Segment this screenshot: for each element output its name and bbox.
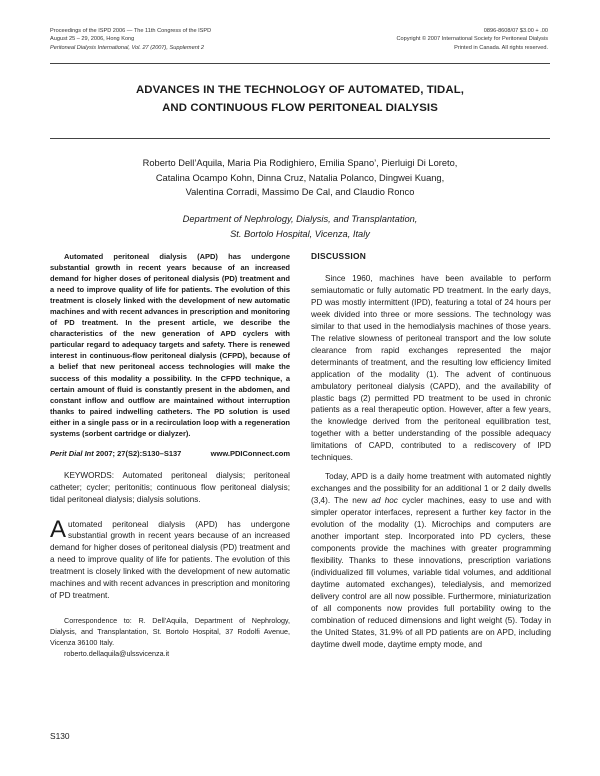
journal-issue: Peritoneal Dialysis International, Vol. 27 (2007), Supplement 2 xyxy=(50,44,205,51)
right-column xyxy=(311,251,551,651)
running-header-left xyxy=(50,27,310,52)
authors-line-2: Catalina Ocampo Kohn, Dinna Cruz, Natalia Polanco, Dingwei Kuang, xyxy=(155,172,445,183)
correspondence-note xyxy=(50,616,290,660)
author-list xyxy=(50,156,550,200)
citation-details: 2007; 27(S2):S130–S137 xyxy=(95,448,182,458)
paragraph-2-text-b: cycler machines, easy to use and with simpler operator interfaces, represent a further key factor in the evolution of the modality (1). Microchips and computers are another important step. Incorporated into PD cyclers, these components provide the machines with greater programming flexibility. Thanks to these innovations, prescription variations (individualized fill volumes, variable tidal volumes, and additional daytime automated exchanges), teledialysis, and memorized delivery control are all now possible. Furthermore, miniaturization of all components now provides full portability owing to the combination of reduced dimensions and light weight (5). Today in the United States, 31.9% of all PD patients are on APD, including daytime dwell mode, daytime empty mode, and xyxy=(311,496,551,649)
citation-journal: Perit Dial Int xyxy=(50,448,94,458)
page-number: S130 xyxy=(50,731,70,741)
title-divider xyxy=(50,138,550,139)
affiliation xyxy=(50,212,550,241)
affiliation-line-1: Department of Nephrology, Dialysis, and Transplantation, xyxy=(182,214,418,224)
issn-price: 0896-8608/07 $3.00 + .00 xyxy=(483,28,548,34)
correspondence-email-link[interactable]: roberto.dellaquila@ulssvicenza.it xyxy=(64,648,170,658)
journal-website-link[interactable]: www.PDIConnect.com xyxy=(210,448,290,458)
left-column xyxy=(50,251,290,667)
header-divider xyxy=(50,63,550,64)
running-header-right xyxy=(308,27,548,52)
affiliation-line-2: St. Bortolo Hospital, Vicenza, Italy xyxy=(230,228,370,239)
citation-line xyxy=(50,448,290,459)
conference-line: Proceedings of the ISPD 2006 — The 11th Congress of the ISPD xyxy=(50,28,212,34)
drop-cap: A xyxy=(50,515,67,543)
discussion-paragraph-1: Since 1960, machines have been available to perform semiautomatic or fully automatic PD treatment. In the early days, PD was mostly intermittent (IPD), featuring a total of 24 hours per week divided into three or more sessions. The technology was similar to that used in the hemodialysis machines of those years. The relative slowness of peritoneal transport and the low solute clearance from rapid exchanges represented the major determinants of treatment, and the resulting low efficiency limited application of the modality (1). The advent of continuous ambulatory peritoneal dialysis (CAPD), and the availability of plastic bags (2) permitted PD treatment to be used in chronic patients as a real therapeutic option. However, after a few years, the knowledge derived from the peritoneal equilibration test, together with a better understanding of the possible adequacy limitations of CAPD, contributed to a rediscovery of IPD techniques. xyxy=(311,274,551,463)
article-title xyxy=(50,81,550,117)
correspondence-text: Correspondence to: R. Dell’Aquila, Department of Nephrology, Dialysis, and Transplantation, St. Bortolo Hospital, 37 Rodolfi Avenue, Vicenza 36100 Italy. xyxy=(50,616,290,647)
discussion-heading: DISCUSSION xyxy=(311,251,367,261)
introduction-paragraph xyxy=(50,515,290,603)
discussion-paragraph-2 xyxy=(311,471,551,650)
abstract: Automated peritoneal dialysis (APD) has undergone substantial growth in recent years because of an increased demand for higher doses of peritoneal dialysis (PD) treatment and a need to improve quality of life for patients. The evolution of this treatment is closely linked with the development of new automatic machines and with recent advances in prescription and monitoring of PD treatment. In the present article, we describe the characteristics of the new generation of APD cyclers with particular regard to adequacy targets and safety. There is renewed interest in continuous-flow peritoneal dialysis (CFPD), because of a belief that new peritoneal access technologies will make the success of this modality a possibility. In the CFPD technique, a certain amount of fluid is constantly present in the abdomen, and constant inflow and outflow are maintained without interruption thanks to paired indwelling catheters. The PD solution is used either in a single pass or in a recirculation loop with a regeneration systems (sorbent cartridge or dialyzer). xyxy=(50,252,290,438)
introduction-text: utomated peritoneal dialysis (APD) has undergone substantial growth in recent years because of an increased demand for higher doses of peritoneal dialysis (PD) treatment and a need to improve quality of life for patients. The evolution of this treatment is closely linked with the development of new automatic machines and with recent advances in prescription and monitoring of PD treatment. xyxy=(50,519,290,601)
paragraph-2-text-a: Today, APD is a daily home treatment with automated nightly exchanges and the possibility for an additional 1 or 2 daily dwells (3,4). The new xyxy=(311,472,551,506)
paragraph-2-italic: ad hoc xyxy=(371,496,398,506)
keywords: KEYWORDS: Automated peritoneal dialysis; peritoneal catheter; cycler; peritonitis; continuous flow peritoneal dialysis; tidal peritoneal dialysis; dialysis solutions. xyxy=(50,470,290,504)
copyright-line: Copyright © 2007 International Society for Peritoneal Dialysis xyxy=(396,36,548,43)
authors-line-1: Roberto Dell’Aquila, Maria Pia Rodighiero, Emilia Spano’, Pierluigi Di Loreto, xyxy=(142,158,458,168)
title-line-1: ADVANCES IN THE TECHNOLOGY OF AUTOMATED, TIDAL, xyxy=(135,84,465,96)
printed-line: Printed in Canada. All rights reserved. xyxy=(454,44,548,51)
conference-date: August 25 – 29, 2006, Hong Kong xyxy=(50,36,135,43)
authors-line-3: Valentina Corradi, Massimo De Cal, and Claudio Ronco xyxy=(185,187,415,198)
title-line-2: AND CONTINUOUS FLOW PERITONEAL DIALYSIS xyxy=(162,102,438,114)
